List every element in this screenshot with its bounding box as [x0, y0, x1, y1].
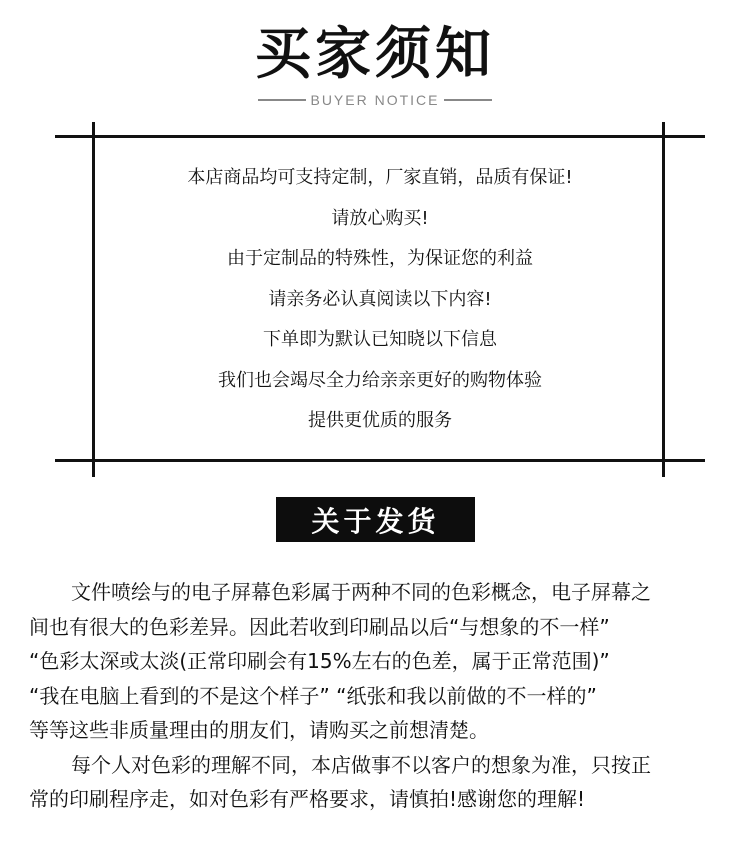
subtitle-divider-right	[444, 99, 492, 101]
paragraph-line: “我在电脑上看到的不是这个样子” “纸张和我以前做的不一样的”	[29, 683, 597, 708]
notice-line: 提供更优质的服务	[308, 410, 452, 432]
subtitle-text: BUYER NOTICE	[310, 92, 440, 108]
notice-line: 请放心购买!	[331, 207, 429, 229]
notice-line: 下单即为默认已知晓以下信息	[263, 329, 497, 351]
frame-bottom-line	[55, 459, 705, 462]
frame-top-line	[55, 135, 705, 138]
shipping-heading: 关于发货	[276, 497, 475, 542]
notice-line: 本店商品均可支持定制，厂家直销，品质有保证!	[187, 167, 573, 189]
subtitle-divider-left	[258, 99, 306, 101]
frame-left-line	[92, 122, 95, 477]
shipping-body	[29, 575, 723, 817]
notice-box	[96, 146, 664, 454]
paragraph-line: 间也有很大的色彩差异。因此若收到印刷品以后“与想象的不一样”	[29, 614, 610, 639]
paragraph-line: 等等这些非质量理由的朋友们，请购买之前想清楚。	[29, 718, 489, 742]
notice-line: 我们也会竭尽全力给亲亲更好的购物体验	[218, 369, 542, 391]
paragraph-line: 每个人对色彩的理解不同，本店做事不以客户的想象为准，只按正	[71, 752, 651, 777]
page-title: 买家须知	[255, 22, 495, 87]
paragraph-line: 文件喷绘与的电子屏幕色彩属于两种不同的色彩概念，电子屏幕之	[71, 580, 651, 604]
paragraph-line: “色彩太深或太淡(正常印刷会有15%左右的色差，属于正常范围)”	[29, 649, 610, 673]
notice-line: 请亲务必认真阅读以下内容!	[268, 288, 492, 310]
notice-line: 由于定制品的特殊性，为保证您的利益	[227, 248, 533, 270]
subtitle-bar	[0, 92, 750, 108]
paragraph-line: 常的印刷程序走，如对色彩有严格要求，请慎拍!感谢您的理解!	[29, 787, 586, 811]
